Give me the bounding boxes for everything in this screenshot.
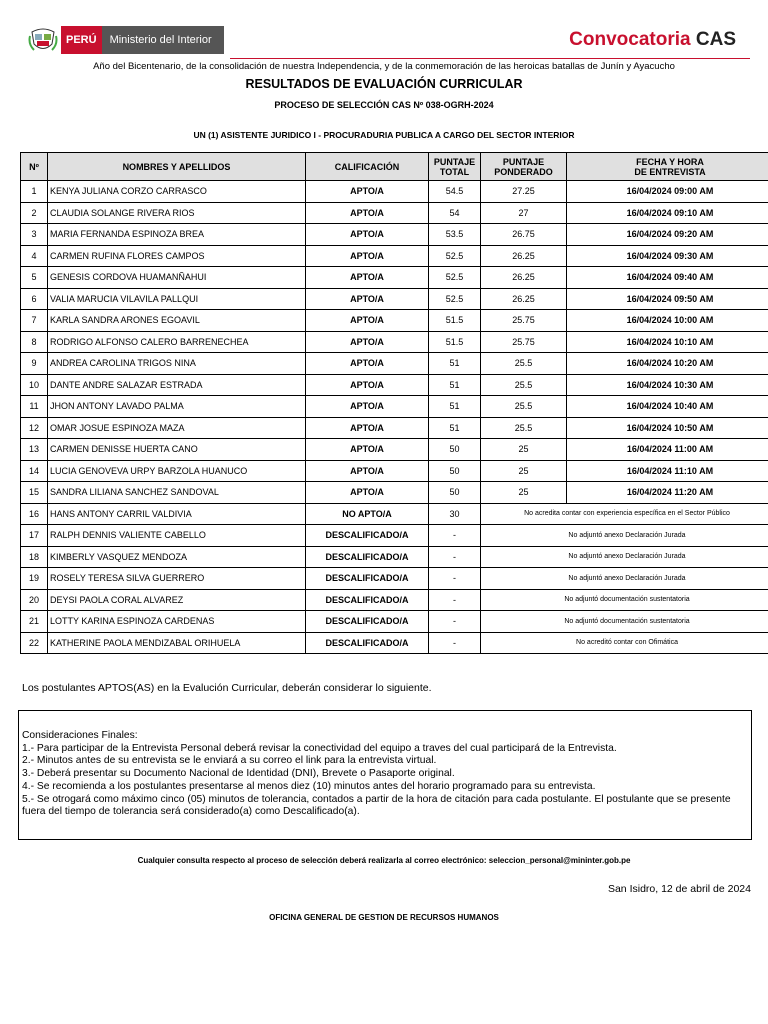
- consideraciones-box: [18, 710, 752, 840]
- row-puntaje-total: 54: [429, 202, 481, 224]
- row-calificacion: APTO/A: [306, 181, 429, 203]
- row-num: 21: [21, 611, 48, 633]
- brand-country: PERÚ: [61, 26, 102, 54]
- row-calificacion: APTO/A: [306, 396, 429, 418]
- row-name: DANTE ANDRE SALAZAR ESTRADA: [48, 374, 306, 396]
- row-puntaje-total: 51: [429, 417, 481, 439]
- row-calificacion: APTO/A: [306, 439, 429, 461]
- row-num: 14: [21, 460, 48, 482]
- row-calificacion: APTO/A: [306, 288, 429, 310]
- consideracion-item: 4.- Se recomienda a los postulantes presentarse al menos diez (10) minutos antes del horario programado para su entrevista.: [22, 780, 596, 792]
- coat-of-arms-icon: [28, 26, 58, 54]
- table-row: [21, 202, 768, 224]
- row-num: 16: [21, 503, 48, 525]
- row-puntaje-total: -: [429, 568, 481, 590]
- row-puntaje-total: 51: [429, 353, 481, 375]
- table-row: [21, 267, 768, 289]
- row-num: 19: [21, 568, 48, 590]
- row-name: DEYSI PAOLA CORAL ALVAREZ: [48, 589, 306, 611]
- row-num: 20: [21, 589, 48, 611]
- row-num: 4: [21, 245, 48, 267]
- row-puntaje-ponderado: 25.75: [481, 310, 567, 332]
- row-calificacion: DESCALIFICADO/A: [306, 546, 429, 568]
- row-puntaje-total: 51: [429, 396, 481, 418]
- row-name: KATHERINE PAOLA MENDIZABAL ORIHUELA: [48, 632, 306, 654]
- row-puntaje-ponderado: 27.25: [481, 181, 567, 203]
- row-name: MARIA FERNANDA ESPINOZA BREA: [48, 224, 306, 246]
- consideracion-item: 1.- Para participar de la Entrevista Personal deberá revisar la conectividad del equipo a traves del cual participará de la Entrevista.: [22, 742, 617, 754]
- brand-ministry: Ministerio del Interior: [102, 26, 224, 54]
- row-name: GENESIS CORDOVA HUAMANÑAHUI: [48, 267, 306, 289]
- consulta-text: Cualquier consulta respecto al proceso de selección deberá realizarla al correo electrónico: seleccion_personal@mininter.gob.pe: [137, 856, 631, 865]
- header: [0, 0, 768, 60]
- row-calificacion: APTO/A: [306, 374, 429, 396]
- header-nombres: NOMBRES Y APELLIDOS: [48, 153, 306, 181]
- row-num: 1: [21, 181, 48, 203]
- row-fecha-entrevista: 16/04/2024 09:30 AM: [567, 245, 768, 267]
- convocatoria-word: Convocatoria: [569, 29, 691, 50]
- row-puntaje-total: 50: [429, 482, 481, 504]
- row-name: CARMEN RUFINA FLORES CAMPOS: [48, 245, 306, 267]
- row-calificacion: APTO/A: [306, 202, 429, 224]
- row-calificacion: DESCALIFICADO/A: [306, 568, 429, 590]
- row-observacion: No adjuntó anexo Declaración Jurada: [481, 546, 768, 568]
- ministry-brand: [61, 26, 224, 54]
- fecha-lugar: San Isidro, 12 de abril de 2024: [607, 883, 751, 895]
- header-num: Nº: [21, 153, 48, 181]
- table-row: [21, 417, 768, 439]
- row-fecha-entrevista: 16/04/2024 09:20 AM: [567, 224, 768, 246]
- table-row: [21, 224, 768, 246]
- consideracion-item: 3.- Deberá presentar su Documento Nacional de Identidad (DNI), Brevete o Pasaporte original.: [22, 768, 455, 780]
- row-puntaje-total: 52.5: [429, 267, 481, 289]
- table-row: [21, 589, 768, 611]
- row-num: 10: [21, 374, 48, 396]
- row-fecha-entrevista: 16/04/2024 10:50 AM: [567, 417, 768, 439]
- row-puntaje-total: 51.5: [429, 331, 481, 353]
- row-observacion: No adjuntó anexo Declaración Jurada: [481, 568, 768, 590]
- row-name: OMAR JOSUE ESPINOZA MAZA: [48, 417, 306, 439]
- table-row: [21, 288, 768, 310]
- row-name: RALPH DENNIS VALIENTE CABELLO: [48, 525, 306, 547]
- row-puntaje-ponderado: 25.5: [481, 417, 567, 439]
- row-name: ANDREA CAROLINA TRIGOS NINA: [48, 353, 306, 375]
- row-observacion: No adjuntó documentación sustentatoria: [481, 611, 768, 633]
- row-num: 22: [21, 632, 48, 654]
- row-puntaje-total: 52.5: [429, 288, 481, 310]
- row-puntaje-total: 52.5: [429, 245, 481, 267]
- row-fecha-entrevista: 16/04/2024 10:40 AM: [567, 396, 768, 418]
- row-puntaje-total: -: [429, 525, 481, 547]
- row-observacion: No adjuntó documentación sustentatoria: [481, 589, 768, 611]
- row-puntaje-total: 30: [429, 503, 481, 525]
- row-name: RODRIGO ALFONSO CALERO BARRENECHEA: [48, 331, 306, 353]
- row-puntaje-ponderado: 25: [481, 439, 567, 461]
- consideracion-item: 2.- Minutos antes de su entrevista se le enviará a su correo el link para la entrevista virtual.: [22, 755, 437, 767]
- row-num: 6: [21, 288, 48, 310]
- consideracion-item: 5.- Se otrogará como máximo cinco (05) minutos de tolerancia, contados a partir de la hora de citación para cada postulante. El postulante que se presente fuera del tiempo de tolerancia será considerado(a) como Descalificado(a).: [22, 793, 731, 818]
- row-fecha-entrevista: 16/04/2024 09:40 AM: [567, 267, 768, 289]
- row-calificacion: DESCALIFICADO/A: [306, 611, 429, 633]
- row-name: SANDRA LILIANA SANCHEZ SANDOVAL: [48, 482, 306, 504]
- row-num: 17: [21, 525, 48, 547]
- table-row: [21, 632, 768, 654]
- convocatoria-title: [569, 29, 736, 51]
- row-name: JHON ANTONY LAVADO PALMA: [48, 396, 306, 418]
- row-num: 8: [21, 331, 48, 353]
- row-name: CARMEN DENISSE HUERTA CANO: [48, 439, 306, 461]
- row-fecha-entrevista: 16/04/2024 11:20 AM: [567, 482, 768, 504]
- row-calificacion: APTO/A: [306, 310, 429, 332]
- row-name: KIMBERLY VASQUEZ MENDOZA: [48, 546, 306, 568]
- row-puntaje-ponderado: 25.5: [481, 374, 567, 396]
- row-puntaje-total: 50: [429, 460, 481, 482]
- row-puntaje-total: 53.5: [429, 224, 481, 246]
- table-row: [21, 568, 768, 590]
- row-observacion: No acreditó contar con Ofimática: [481, 632, 768, 654]
- row-num: 3: [21, 224, 48, 246]
- row-fecha-entrevista: 16/04/2024 11:10 AM: [567, 460, 768, 482]
- row-num: 18: [21, 546, 48, 568]
- row-puntaje-total: -: [429, 632, 481, 654]
- header-puntaje-ponderado: PUNTAJE PONDERADO: [481, 153, 567, 181]
- row-calificacion: APTO/A: [306, 353, 429, 375]
- row-num: 11: [21, 396, 48, 418]
- row-name: ROSELY TERESA SILVA GUERRERO: [48, 568, 306, 590]
- row-calificacion: APTO/A: [306, 460, 429, 482]
- table-row: [21, 503, 768, 525]
- header-puntaje-total: PUNTAJE TOTAL: [429, 153, 481, 181]
- row-calificacion: APTO/A: [306, 417, 429, 439]
- row-calificacion: DESCALIFICADO/A: [306, 589, 429, 611]
- proceso-title: PROCESO DE SELECCIÓN CAS Nº 038-OGRH-2024: [274, 100, 494, 110]
- table-row: [21, 460, 768, 482]
- page-title: RESULTADOS DE EVALUACIÓN CURRICULAR: [245, 77, 523, 91]
- row-name: LOTTY KARINA ESPINOZA CARDENAS: [48, 611, 306, 633]
- row-calificacion: DESCALIFICADO/A: [306, 525, 429, 547]
- row-puntaje-total: 50: [429, 439, 481, 461]
- row-puntaje-ponderado: 25.5: [481, 353, 567, 375]
- row-name: KARLA SANDRA ARONES EGOAVIL: [48, 310, 306, 332]
- row-puntaje-total: -: [429, 589, 481, 611]
- table-row: [21, 611, 768, 633]
- row-puntaje-ponderado: 25: [481, 482, 567, 504]
- row-num: 15: [21, 482, 48, 504]
- row-puntaje-ponderado: 25.5: [481, 396, 567, 418]
- row-name: VALIA MARUCIA VILAVILA PALLQUI: [48, 288, 306, 310]
- table-row: [21, 181, 768, 203]
- aptos-note: Los postulantes APTOS(AS) en la Evalución Curricular, deberán considerar lo siguiente.: [22, 682, 432, 694]
- table-row: [21, 396, 768, 418]
- oficina-text: OFICINA GENERAL DE GESTION DE RECURSOS HUMANOS: [269, 913, 499, 922]
- header-calificacion: CALIFICACIÓN: [306, 153, 429, 181]
- convocatoria-cas: CAS: [695, 29, 736, 50]
- row-fecha-entrevista: 16/04/2024 09:00 AM: [567, 181, 768, 203]
- row-num: 12: [21, 417, 48, 439]
- row-puntaje-total: 54.5: [429, 181, 481, 203]
- row-name: LUCIA GENOVEVA URPY BARZOLA HUANUCO: [48, 460, 306, 482]
- row-calificacion: APTO/A: [306, 245, 429, 267]
- row-num: 5: [21, 267, 48, 289]
- row-calificacion: DESCALIFICADO/A: [306, 632, 429, 654]
- table-row: [21, 245, 768, 267]
- row-observacion: No adjuntó anexo Declaración Jurada: [481, 525, 768, 547]
- row-puntaje-total: -: [429, 611, 481, 633]
- results-table: [20, 152, 768, 654]
- row-puntaje-ponderado: 26.25: [481, 245, 567, 267]
- anio-text: Año del Bicentenario, de la consolidación de nuestra Independencia, y de la conmemoración de las heroicas batallas de Junín y Ayacucho: [93, 61, 675, 72]
- row-puntaje-ponderado: 26.75: [481, 224, 567, 246]
- row-fecha-entrevista: 16/04/2024 10:10 AM: [567, 331, 768, 353]
- header-fecha-entrevista: FECHA Y HORA DE ENTREVISTA: [567, 153, 768, 181]
- row-fecha-entrevista: 16/04/2024 09:50 AM: [567, 288, 768, 310]
- row-puntaje-ponderado: 26.25: [481, 267, 567, 289]
- row-fecha-entrevista: 16/04/2024 09:10 AM: [567, 202, 768, 224]
- row-num: 7: [21, 310, 48, 332]
- row-name: CLAUDIA SOLANGE RIVERA RIOS: [48, 202, 306, 224]
- table-row: [21, 310, 768, 332]
- row-num: 13: [21, 439, 48, 461]
- consideraciones-title: Consideraciones Finales:: [22, 730, 138, 741]
- row-calificacion: NO APTO/A: [306, 503, 429, 525]
- row-fecha-entrevista: 16/04/2024 10:30 AM: [567, 374, 768, 396]
- row-num: 9: [21, 353, 48, 375]
- row-puntaje-ponderado: 26.25: [481, 288, 567, 310]
- table-row: [21, 374, 768, 396]
- table-row: [21, 353, 768, 375]
- row-calificacion: APTO/A: [306, 482, 429, 504]
- row-name: KENYA JULIANA CORZO CARRASCO: [48, 181, 306, 203]
- row-name: HANS ANTONY CARRIL VALDIVIA: [48, 503, 306, 525]
- header-divider: [230, 58, 750, 59]
- table-row: [21, 482, 768, 504]
- row-fecha-entrevista: 16/04/2024 11:00 AM: [567, 439, 768, 461]
- row-num: 2: [21, 202, 48, 224]
- puesto-title: UN (1) ASISTENTE JURIDICO I - PROCURADURIA PUBLICA A CARGO DEL SECTOR INTERIOR: [193, 130, 575, 140]
- row-fecha-entrevista: 16/04/2024 10:00 AM: [567, 310, 768, 332]
- row-calificacion: APTO/A: [306, 331, 429, 353]
- row-calificacion: APTO/A: [306, 224, 429, 246]
- row-puntaje-total: 51.5: [429, 310, 481, 332]
- row-observacion: No acredita contar con experiencia específica en el Sector Público: [481, 503, 768, 525]
- row-puntaje-total: -: [429, 546, 481, 568]
- table-row: [21, 331, 768, 353]
- row-fecha-entrevista: 16/04/2024 10:20 AM: [567, 353, 768, 375]
- table-header-row: [21, 153, 768, 181]
- table-row: [21, 525, 768, 547]
- row-calificacion: APTO/A: [306, 267, 429, 289]
- row-puntaje-total: 51: [429, 374, 481, 396]
- table-row: [21, 439, 768, 461]
- row-puntaje-ponderado: 27: [481, 202, 567, 224]
- table-row: [21, 546, 768, 568]
- row-puntaje-ponderado: 25.75: [481, 331, 567, 353]
- row-puntaje-ponderado: 25: [481, 460, 567, 482]
